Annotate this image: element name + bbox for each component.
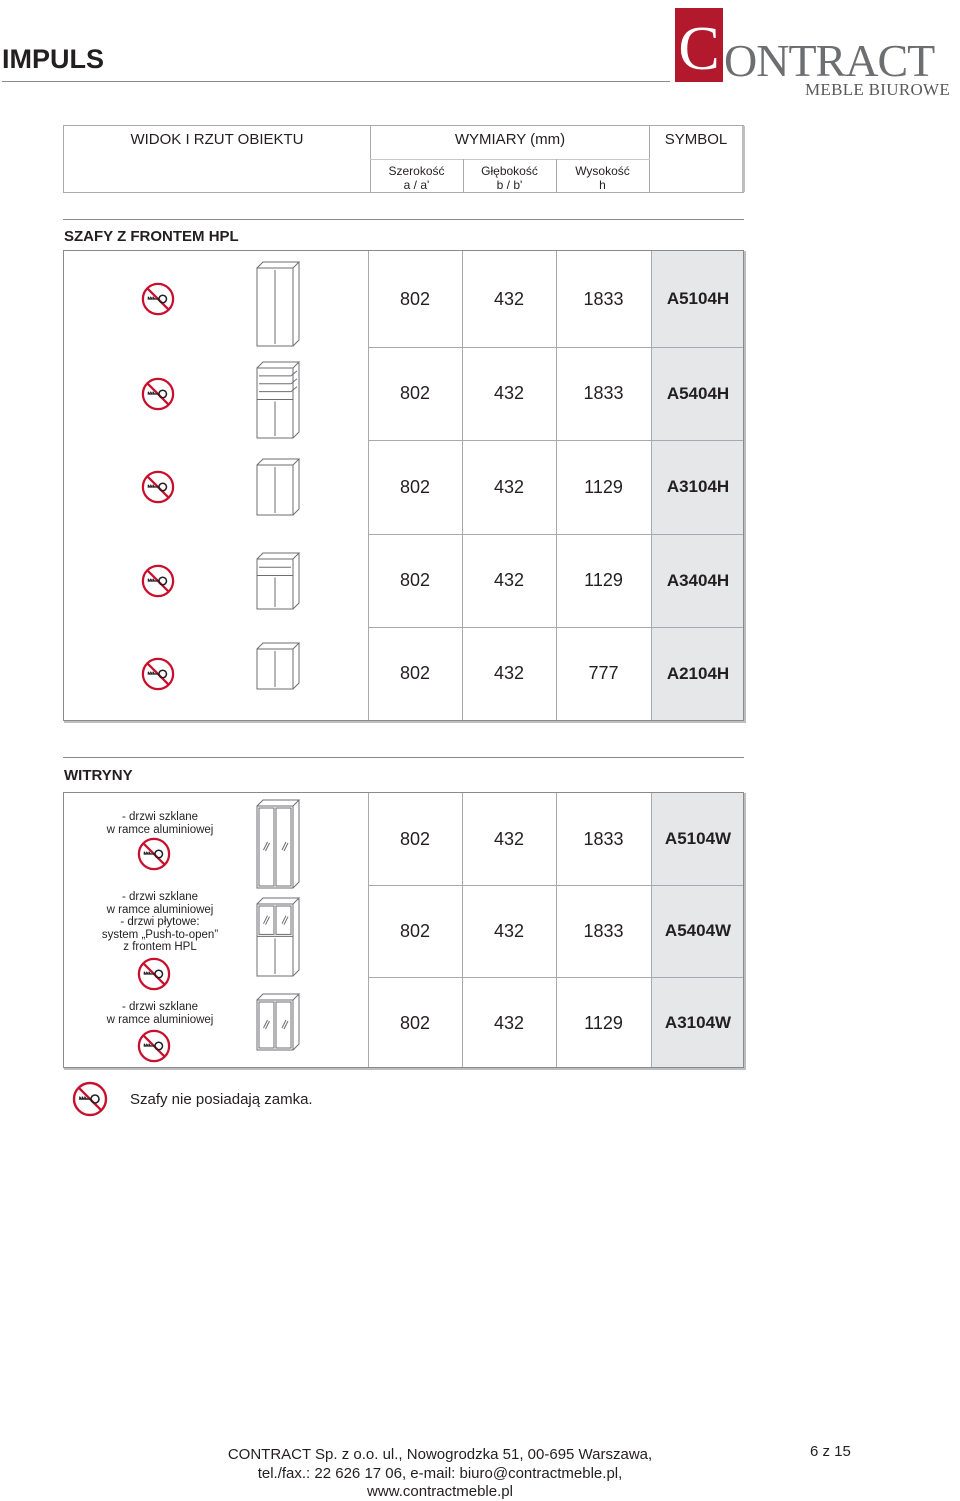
cabinet-drawing: [256, 993, 300, 1056]
no-lock-icon: [72, 1081, 108, 1117]
cabinet-drawing: [256, 799, 300, 894]
cell-symbol: A3404H: [666, 570, 730, 590]
no-lock-icon: [141, 377, 175, 411]
cell-width: 802: [399, 828, 431, 849]
cell-width: 802: [399, 1012, 431, 1033]
table-row: [64, 885, 743, 977]
cell-width: 802: [399, 663, 431, 683]
cell-depth: 432: [493, 476, 525, 497]
header-width: Szerokość a / a': [388, 164, 445, 192]
cabinet-description: - drzwi szklane w ramce aluminiowej: [106, 811, 214, 836]
cell-symbol: A5104H: [666, 289, 730, 308]
cell-depth: 432: [493, 570, 525, 590]
cell-width: 802: [399, 383, 431, 403]
cell-width: 802: [399, 570, 431, 590]
no-lock-icon: [137, 837, 171, 871]
no-lock-icon: [141, 564, 175, 598]
section-title-hpl: SZAFY Z FRONTEM HPL: [64, 228, 239, 245]
no-lock-icon: [141, 470, 175, 504]
section-title-witryny: WITRYNY: [64, 767, 133, 784]
cabinet-drawing: [256, 897, 300, 982]
cell-width: 802: [399, 476, 431, 497]
cell-height: 777: [588, 663, 619, 683]
cell-width: 802: [399, 920, 431, 941]
table-row: [64, 534, 743, 627]
column-header-table: [63, 125, 744, 193]
title-divider: [2, 81, 670, 82]
cell-height: 1833: [583, 828, 624, 849]
table-row: [64, 793, 743, 885]
logo-subtitle: MEBLE BIUROWE: [805, 80, 951, 99]
cell-depth: 432: [493, 288, 525, 309]
no-lock-icon: [141, 657, 175, 691]
hpl-cabinet-table: [63, 250, 744, 721]
cabinet-description: - drzwi szklane w ramce aluminiowej - drzwi płytowe: system „Push-to-open” z frontem HPL: [101, 891, 219, 953]
cell-depth: 432: [493, 383, 525, 403]
table-row: [64, 347, 743, 440]
cell-depth: 432: [493, 1012, 525, 1033]
section-divider: [63, 757, 744, 758]
cell-height: 1833: [583, 383, 624, 403]
no-lock-icon: [137, 1029, 171, 1063]
cell-depth: 432: [493, 663, 525, 683]
cabinet-drawing: [256, 458, 300, 521]
cabinet-drawing: [256, 261, 300, 352]
cabinet-drawing: [256, 642, 300, 695]
table-row: [64, 251, 743, 347]
logo-word: ONTRACT: [724, 35, 935, 86]
cell-symbol: A5404H: [666, 383, 730, 403]
footer-address: CONTRACT Sp. z o.o. ul., Nowogrodzka 51, 00-695 Warszawa,: [227, 1446, 653, 1463]
cabinet-drawing: [256, 552, 300, 615]
page-number: 6 z 15: [810, 1443, 851, 1460]
cabinet-drawing: [256, 361, 300, 444]
section-divider: [63, 219, 744, 220]
cell-depth: 432: [493, 920, 525, 941]
header-view: WIDOK I RZUT OBIEKTU: [130, 131, 304, 148]
cabinet-description: - drzwi szklane w ramce aluminiowej: [106, 1001, 214, 1026]
cell-height: 1833: [583, 288, 624, 309]
cell-height: 1833: [583, 920, 624, 941]
page-title: IMPULS: [2, 44, 105, 74]
no-lock-icon: [141, 282, 175, 316]
cell-width: 802: [399, 288, 431, 309]
table-row: [64, 627, 743, 720]
header-height: Wysokość h: [575, 164, 630, 192]
cell-symbol: A3104H: [666, 477, 730, 496]
cell-height: 1129: [584, 476, 623, 497]
cell-symbol: A5104W: [664, 829, 732, 848]
cell-symbol: A5404W: [664, 921, 732, 940]
cell-height: 1129: [584, 570, 623, 590]
logo-initial: C: [678, 15, 720, 83]
legend-text: Szafy nie posiadają zamka.: [130, 1091, 313, 1108]
header-depth: Głębokość b / b': [481, 164, 538, 192]
cell-symbol: A2104H: [666, 663, 730, 683]
header-symbol: SYMBOL: [664, 131, 728, 148]
cell-depth: 432: [493, 828, 525, 849]
header-dimensions: WYMIARY (mm): [454, 131, 566, 148]
footer-contact: tel./fax.: 22 626 17 06, e-mail: biuro@contractmeble.pl, www.contractmeble.pl: [257, 1465, 623, 1500]
cell-symbol: A3104W: [664, 1013, 732, 1032]
table-row: [64, 440, 743, 534]
witryny-cabinet-table: [63, 792, 744, 1068]
cell-height: 1129: [584, 1012, 623, 1033]
table-row: [64, 977, 743, 1069]
contract-logo: [672, 8, 960, 100]
